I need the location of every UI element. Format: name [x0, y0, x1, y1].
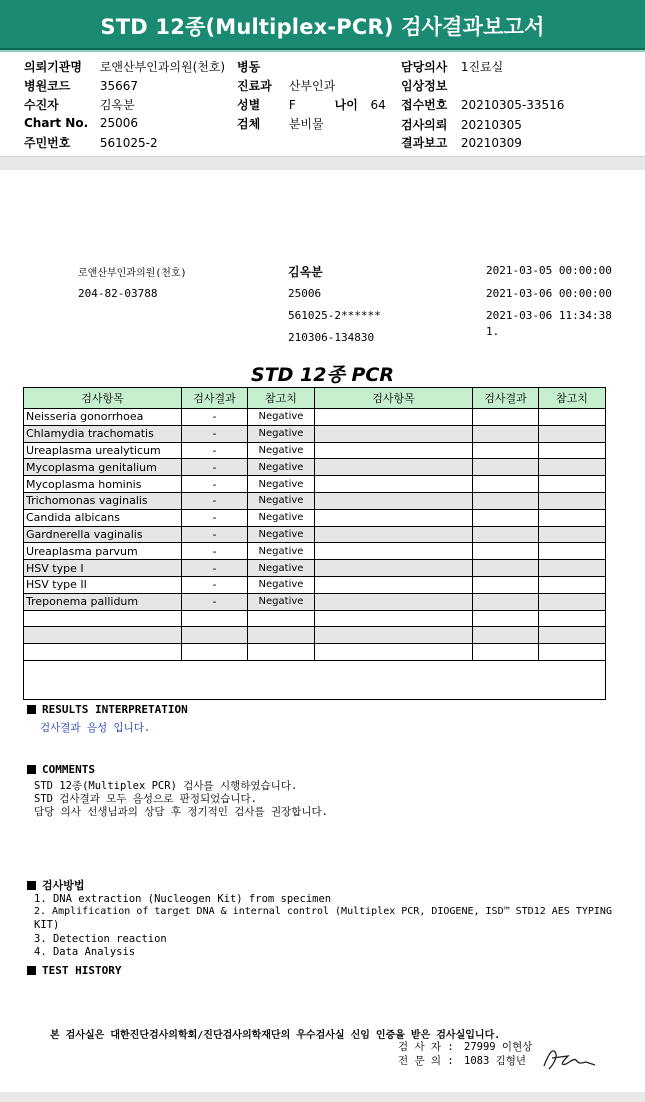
method-line: 1. DNA extraction (Nucleogen Kit) from specimen — [34, 893, 332, 905]
sex-row — [237, 96, 386, 113]
test-result: - — [182, 425, 248, 442]
chart-value: 25006 — [99, 116, 139, 130]
empty-cell — [473, 442, 539, 459]
chart-label: Chart No. — [24, 116, 89, 130]
empty-cell — [473, 543, 539, 560]
empty-cell — [539, 492, 606, 509]
patient-value: 김옥분 — [99, 98, 135, 112]
empty-cell — [473, 576, 539, 593]
test-result: - — [182, 576, 248, 593]
empty-cell — [539, 543, 606, 560]
empty-cell — [182, 627, 248, 644]
doctor-label: 담당의사 — [401, 60, 448, 74]
test-item: HSV type II — [24, 576, 182, 593]
test-reference: Negative — [248, 509, 315, 526]
empty-cell — [473, 526, 539, 543]
empty-cell — [182, 610, 248, 627]
results-heading-text: RESULTS INTERPRETATION — [42, 703, 188, 716]
empty-cell — [539, 476, 606, 493]
table-row — [24, 459, 606, 476]
empty-cell — [473, 610, 539, 627]
patient-label: 수진자 — [24, 98, 59, 112]
empty-cell — [315, 492, 473, 509]
empty-cell — [473, 627, 539, 644]
col-header-item: 검사항목 — [24, 388, 182, 409]
empty-cell — [473, 509, 539, 526]
col-header-ref: 참고치 — [248, 388, 315, 409]
table-row — [24, 660, 606, 699]
empty-cell — [315, 644, 473, 661]
test-item: Gardnerella vaginalis — [24, 526, 182, 543]
pi-chart: 25006 — [288, 287, 322, 300]
table-row — [24, 492, 606, 509]
pi-receipt: 210306-134830 — [288, 331, 375, 344]
receipt-label: 접수번호 — [401, 98, 448, 112]
square-bullet-icon — [27, 765, 36, 774]
empty-cell — [473, 492, 539, 509]
test-item: Trichomonas vaginalis — [24, 492, 182, 509]
specimen-value: 분비물 — [288, 117, 324, 131]
empty-cell — [473, 425, 539, 442]
tester-label: 검 사 자 : — [398, 1041, 454, 1053]
receipt-row — [401, 96, 564, 113]
code-row — [24, 77, 138, 94]
header-separator — [0, 156, 645, 170]
table-row — [24, 425, 606, 442]
empty-cell — [539, 409, 606, 426]
empty-cell — [539, 560, 606, 577]
col-header-ref-2: 참고치 — [539, 388, 606, 409]
empty-cell — [539, 526, 606, 543]
test-result: - — [182, 509, 248, 526]
id-row — [24, 134, 158, 151]
header-separator-line — [0, 156, 645, 157]
test-result: - — [182, 560, 248, 577]
method-line: 2. Amplification of target DNA & internal control (Multiplex PCR, DIOGENE, ISD™ STD12 AES TYPING — [34, 906, 612, 917]
pi-date1: 2021-03-05 00:00:00 — [486, 264, 612, 277]
org-value: 로앤산부인과의원(천호) — [99, 60, 226, 74]
test-result: - — [182, 593, 248, 610]
table-row — [24, 576, 606, 593]
table-row — [24, 593, 606, 610]
table-row — [24, 560, 606, 577]
org-row — [24, 58, 225, 75]
empty-cell — [539, 442, 606, 459]
empty-cell — [473, 560, 539, 577]
table-row — [24, 526, 606, 543]
empty-cell — [473, 593, 539, 610]
title-underline — [0, 50, 645, 52]
doctor-value: 1진료실 — [460, 60, 504, 74]
table-header-row — [24, 388, 606, 409]
empty-cell — [315, 593, 473, 610]
test-result: - — [182, 526, 248, 543]
test-reference: Negative — [248, 593, 315, 610]
test-item: Ureaplasma urealyticum — [24, 442, 182, 459]
empty-cell — [539, 610, 606, 627]
table-row — [24, 610, 606, 627]
chart-row — [24, 116, 138, 130]
test-reference: Negative — [248, 526, 315, 543]
empty-cell — [315, 509, 473, 526]
empty-cell — [539, 425, 606, 442]
table-row — [24, 509, 606, 526]
ward-label: 병동 — [237, 60, 261, 74]
test-item: Mycoplasma hominis — [24, 476, 182, 493]
report-title: STD 12종(Multiplex-PCR) 검사결과보고서 — [100, 15, 545, 39]
test-reference: Negative — [248, 560, 315, 577]
code-value: 35667 — [99, 79, 139, 93]
comment-line: STD 12종(Multiplex PCR) 검사를 시행하였습니다. — [34, 780, 298, 792]
empty-cell — [248, 627, 315, 644]
receipt-value: 20210305-33516 — [460, 98, 565, 112]
empty-cell — [539, 509, 606, 526]
pi-name: 김옥분 — [288, 265, 323, 279]
expert-label: 전 문 의 : — [398, 1055, 454, 1067]
test-item: HSV type I — [24, 560, 182, 577]
pi-hospital: 로앤산부인과의원(천호) — [78, 268, 187, 279]
col-header-result: 검사결과 — [182, 388, 248, 409]
code-label: 병원코드 — [24, 79, 71, 93]
table-row — [24, 476, 606, 493]
table-row — [24, 409, 606, 426]
report-value: 20210309 — [460, 136, 522, 150]
age-label: 나이 — [334, 98, 358, 112]
square-bullet-icon — [27, 881, 36, 890]
test-item: Candida albicans — [24, 509, 182, 526]
test-reference: Negative — [248, 576, 315, 593]
col-header-item-2: 검사항목 — [315, 388, 473, 409]
test-item: Chlamydia trachomatis — [24, 425, 182, 442]
test-reference: Negative — [248, 425, 315, 442]
empty-cell — [315, 560, 473, 577]
id-value: 561025-2 — [99, 136, 158, 150]
empty-cell — [248, 610, 315, 627]
empty-cell — [248, 644, 315, 661]
history-heading-text: TEST HISTORY — [42, 964, 122, 977]
empty-cell — [473, 476, 539, 493]
test-reference: Negative — [248, 459, 315, 476]
results-heading — [27, 703, 188, 716]
empty-cell — [182, 644, 248, 661]
test-result: - — [182, 543, 248, 560]
certification-text: 본 검사실은 대한진단검사의학회/진단검사의학재단의 우수검사실 신임 인증을 받은 검사실입니다. — [50, 1030, 501, 1041]
test-reference: Negative — [248, 476, 315, 493]
specimen-label: 검체 — [237, 117, 261, 131]
report-label: 결과보고 — [401, 136, 448, 150]
test-reference: Negative — [248, 442, 315, 459]
clinical-label: 임상정보 — [401, 79, 448, 93]
empty-cell — [315, 627, 473, 644]
report-title-bar — [0, 0, 645, 50]
empty-cell — [315, 610, 473, 627]
test-item: Neisseria gonorrhoea — [24, 409, 182, 426]
table-row — [24, 644, 606, 661]
test-result: - — [182, 459, 248, 476]
test-reference: Negative — [248, 492, 315, 509]
method-line: 4. Data Analysis — [34, 946, 136, 958]
method-heading-text: 검사방법 — [42, 879, 85, 892]
empty-cell — [539, 627, 606, 644]
table-row — [24, 543, 606, 560]
history-heading — [27, 964, 121, 977]
square-bullet-icon — [27, 966, 36, 975]
specimen-row — [237, 115, 324, 132]
pi-date3-suffix: 1. — [486, 325, 500, 338]
empty-cell — [473, 644, 539, 661]
request-row — [401, 116, 522, 133]
pi-biz-no: 204-82-03788 — [78, 287, 158, 300]
comments-heading-text: COMMENTS — [42, 763, 95, 776]
pi-date2: 2021-03-06 00:00:00 — [486, 287, 612, 300]
id-label: 주민번호 — [24, 136, 71, 150]
empty-cell — [315, 442, 473, 459]
test-result: - — [182, 476, 248, 493]
pi-rrn: 561025-2****** — [288, 309, 381, 322]
test-result: - — [182, 492, 248, 509]
method-line: 3. Detection reaction — [34, 933, 167, 945]
empty-cell — [539, 576, 606, 593]
age-value: 64 — [370, 98, 386, 112]
method-line: KIT) — [34, 919, 60, 931]
ward-row — [237, 58, 289, 75]
comment-line: STD 검사결과 모두 음성으로 판정되었습니다. — [34, 793, 258, 805]
empty-cell — [315, 425, 473, 442]
sex-value: F — [288, 98, 296, 112]
report-row — [401, 134, 522, 151]
col-header-result-2: 검사결과 — [473, 388, 539, 409]
request-value: 20210305 — [460, 118, 522, 132]
results-text: 검사결과 음성 입니다. — [40, 722, 151, 734]
test-item: Treponema pallidum — [24, 593, 182, 610]
dept-value: 산부인과 — [288, 79, 336, 93]
empty-cell — [315, 543, 473, 560]
test-reference: Negative — [248, 543, 315, 560]
pi-date3: 2021-03-06 11:34:38 — [486, 309, 612, 322]
results-table — [23, 387, 606, 700]
test-item: Mycoplasma genitalium — [24, 459, 182, 476]
clinical-row — [401, 77, 461, 94]
section-title: STD 12종 PCR — [251, 364, 394, 386]
empty-cell — [473, 409, 539, 426]
empty-cell — [539, 644, 606, 661]
test-result: - — [182, 442, 248, 459]
test-reference: Negative — [248, 409, 315, 426]
test-result: - — [182, 409, 248, 426]
empty-cell — [315, 476, 473, 493]
tester-value: 27999 이현상 — [464, 1041, 533, 1053]
empty-cell — [315, 576, 473, 593]
test-item: Ureaplasma parvum — [24, 543, 182, 560]
empty-cell — [315, 459, 473, 476]
empty-cell — [24, 627, 182, 644]
sex-label: 성별 — [237, 98, 261, 112]
empty-cell — [24, 610, 182, 627]
table-row — [24, 627, 606, 644]
empty-cell — [473, 459, 539, 476]
dept-row — [237, 77, 335, 94]
empty-cell — [315, 409, 473, 426]
patient-row — [24, 96, 135, 113]
bottom-bar — [0, 1092, 645, 1102]
doctor-row — [401, 58, 503, 75]
square-bullet-icon — [27, 705, 36, 714]
empty-cell — [24, 660, 606, 699]
signature-icon — [540, 1044, 600, 1072]
org-label: 의뢰기관명 — [24, 60, 82, 74]
request-label: 검사의뢰 — [401, 118, 448, 132]
dept-label: 진료과 — [237, 79, 272, 93]
empty-cell — [315, 526, 473, 543]
empty-cell — [539, 593, 606, 610]
expert-value: 1083 김형년 — [464, 1055, 527, 1067]
comment-line: 담당 의사 선생님과의 상담 후 정기적인 검사를 권장합니다. — [34, 806, 329, 818]
empty-cell — [539, 459, 606, 476]
comments-heading — [27, 763, 95, 776]
table-row — [24, 442, 606, 459]
empty-cell — [24, 644, 182, 661]
method-heading — [27, 877, 85, 893]
